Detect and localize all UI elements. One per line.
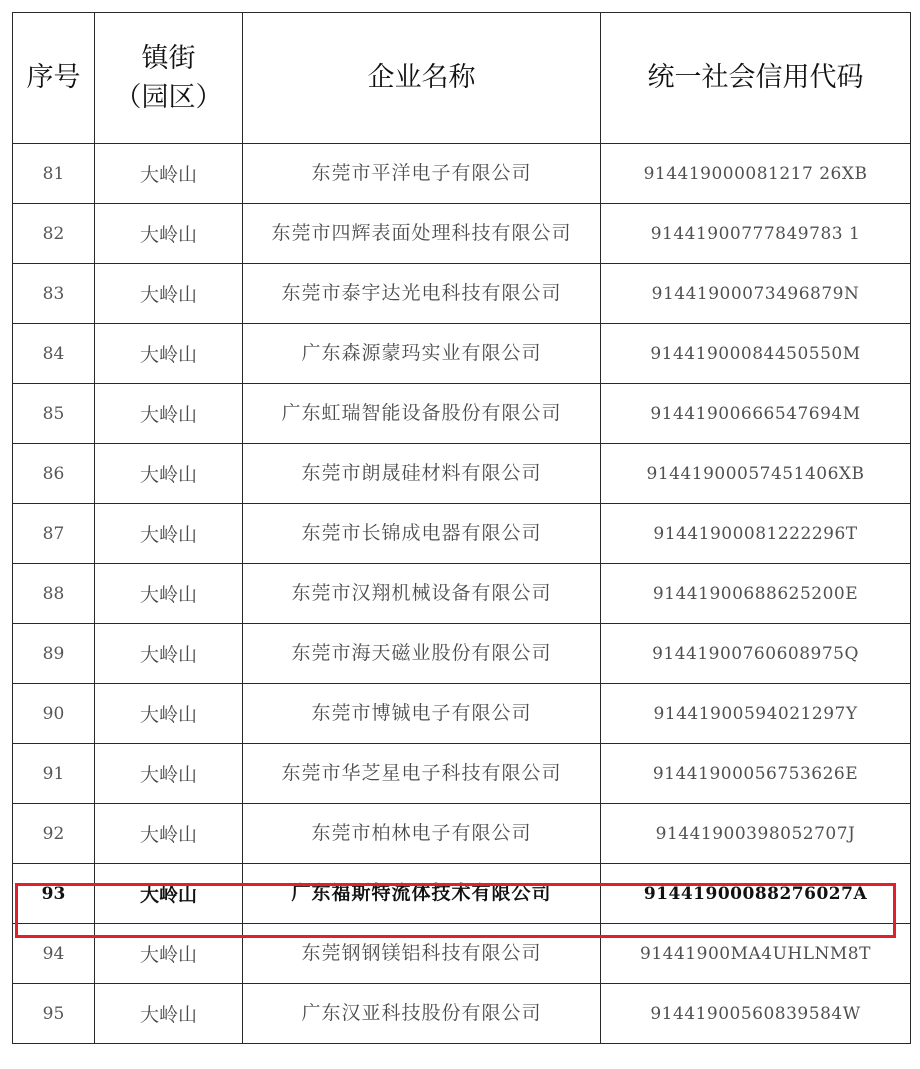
cell-credit-code: 91441900056753626E [601, 744, 911, 804]
table-row [13, 984, 911, 1044]
cell-town: 大岭山 [95, 444, 243, 504]
cell-credit-code: 91441900088276027A [601, 864, 911, 924]
table-header [13, 13, 911, 144]
table-row [13, 624, 911, 684]
header-serial-number: 序号 [13, 13, 95, 144]
cell-credit-code: 91441900MA4UHLNM8T [601, 924, 911, 984]
cell-company-name: 东莞市华芝星电子科技有限公司 [243, 744, 601, 804]
header-town [95, 13, 243, 144]
cell-serial-number: 94 [13, 924, 95, 984]
cell-town: 大岭山 [95, 924, 243, 984]
cell-company-name: 东莞市柏林电子有限公司 [243, 804, 601, 864]
table-row [13, 684, 911, 744]
cell-serial-number: 87 [13, 504, 95, 564]
cell-credit-code: 914419000081217 26XB [601, 144, 911, 204]
table-row [13, 444, 911, 504]
cell-company-name: 东莞市长锦成电器有限公司 [243, 504, 601, 564]
cell-serial-number: 95 [13, 984, 95, 1044]
cell-town: 大岭山 [95, 624, 243, 684]
header-credit-code: 统一社会信用代码 [601, 13, 911, 144]
cell-company-name: 东莞市博铖电子有限公司 [243, 684, 601, 744]
table-row [13, 384, 911, 444]
cell-town: 大岭山 [95, 804, 243, 864]
cell-serial-number: 86 [13, 444, 95, 504]
cell-company-name: 东莞市海天磁业股份有限公司 [243, 624, 601, 684]
cell-town: 大岭山 [95, 144, 243, 204]
table-row-highlighted [13, 864, 911, 924]
cell-serial-number: 85 [13, 384, 95, 444]
cell-serial-number: 82 [13, 204, 95, 264]
cell-serial-number: 83 [13, 264, 95, 324]
cell-serial-number: 81 [13, 144, 95, 204]
header-town-line1: 镇街 [141, 42, 196, 74]
header-town-line2: （园区） [114, 82, 223, 113]
cell-serial-number: 88 [13, 564, 95, 624]
cell-town: 大岭山 [95, 564, 243, 624]
table-row [13, 924, 911, 984]
cell-serial-number: 84 [13, 324, 95, 384]
cell-serial-number: 89 [13, 624, 95, 684]
cell-serial-number: 93 [13, 864, 95, 924]
cell-company-name: 广东森源蒙玛实业有限公司 [243, 324, 601, 384]
cell-town: 大岭山 [95, 984, 243, 1044]
cell-credit-code: 91441900084450550M [601, 324, 911, 384]
cell-credit-code: 91441900073496879N [601, 264, 911, 324]
table-row [13, 504, 911, 564]
cell-credit-code: 91441900057451406XB [601, 444, 911, 504]
table-body [13, 144, 911, 1044]
cell-company-name: 东莞市泰宇达光电科技有限公司 [243, 264, 601, 324]
cell-credit-code: 91441900594021297Y [601, 684, 911, 744]
cell-serial-number: 90 [13, 684, 95, 744]
table-row [13, 744, 911, 804]
cell-town: 大岭山 [95, 204, 243, 264]
cell-town: 大岭山 [95, 864, 243, 924]
cell-town: 大岭山 [95, 324, 243, 384]
cell-town: 大岭山 [95, 684, 243, 744]
cell-credit-code: 91441900777849783 1 [601, 204, 911, 264]
cell-company-name: 东莞市朗晟硅材料有限公司 [243, 444, 601, 504]
cell-credit-code: 91441900398052707J [601, 804, 911, 864]
enterprise-table [12, 12, 911, 1044]
cell-town: 大岭山 [95, 384, 243, 444]
table-row [13, 804, 911, 864]
cell-credit-code: 91441900081222296T [601, 504, 911, 564]
table-row [13, 324, 911, 384]
cell-company-name: 广东汉亚科技股份有限公司 [243, 984, 601, 1044]
cell-company-name: 东莞市汉翔机械设备有限公司 [243, 564, 601, 624]
cell-credit-code: 91441900688625200E [601, 564, 911, 624]
cell-company-name: 广东虹瑞智能设备股份有限公司 [243, 384, 601, 444]
cell-company-name: 东莞市平洋电子有限公司 [243, 144, 601, 204]
table-row [13, 564, 911, 624]
header-company-name: 企业名称 [243, 13, 601, 144]
header-row [13, 13, 911, 144]
table-row [13, 264, 911, 324]
cell-serial-number: 92 [13, 804, 95, 864]
cell-credit-code: 91441900760608975Q [601, 624, 911, 684]
table-row [13, 204, 911, 264]
cell-serial-number: 91 [13, 744, 95, 804]
cell-credit-code: 91441900666547694M [601, 384, 911, 444]
cell-credit-code: 91441900560839584W [601, 984, 911, 1044]
cell-town: 大岭山 [95, 744, 243, 804]
cell-town: 大岭山 [95, 264, 243, 324]
cell-company-name: 东莞钢钢镁铝科技有限公司 [243, 924, 601, 984]
cell-company-name: 东莞市四辉表面处理科技有限公司 [243, 204, 601, 264]
cell-company-name: 广东福斯特流体技术有限公司 [243, 864, 601, 924]
table-row [13, 144, 911, 204]
cell-town: 大岭山 [95, 504, 243, 564]
